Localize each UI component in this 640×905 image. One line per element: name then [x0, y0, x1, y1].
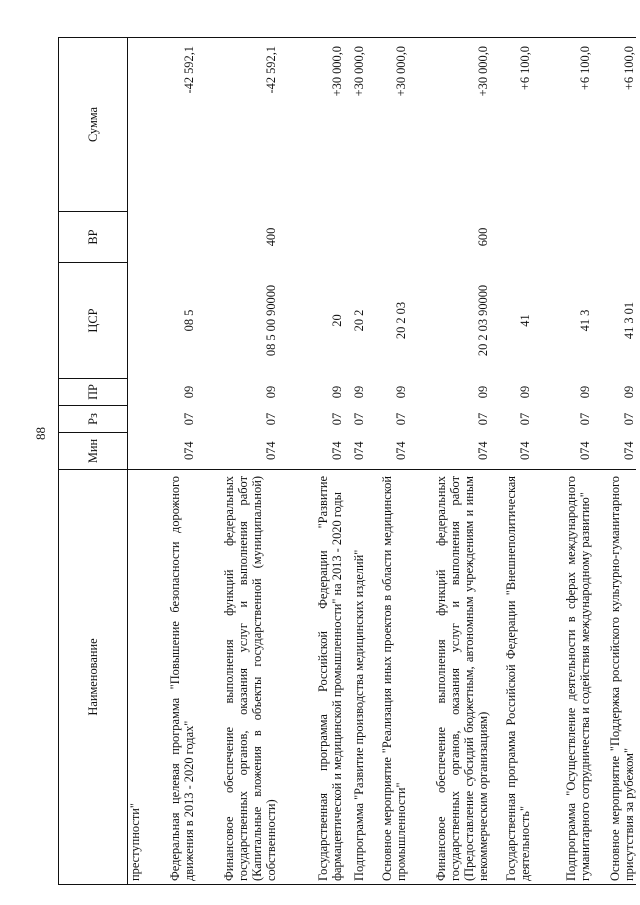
cell-pr: 09	[517, 385, 532, 399]
cell-sum: +30 000,0	[344, 38, 366, 212]
cell-pr: 09	[621, 385, 636, 399]
table-row	[532, 38, 592, 885]
cell-vr: 400	[263, 227, 278, 247]
budget-table-container	[58, 45, 636, 885]
header-min: Мин	[59, 433, 128, 470]
cell-name: Финансовое обеспечение выполнения функций федеральных государственных органов, оказания услуг и выполнения работ (Капитальные вложения в объекты государственной (муниципальной) собственности)	[196, 470, 278, 885]
cell-pr: 09	[263, 385, 278, 399]
cell-vr	[366, 212, 408, 263]
cell-pr: 09	[351, 385, 366, 399]
table-row	[196, 38, 278, 885]
cell-min: 074	[278, 433, 344, 470]
cell-min: 074	[196, 433, 278, 470]
table-row	[366, 38, 408, 885]
cell-rz: 07	[475, 412, 490, 426]
header-rz: Рз	[59, 406, 128, 433]
cell-sum: -42 592,1	[196, 38, 278, 212]
cell-vr	[592, 212, 636, 263]
table-row	[408, 38, 490, 885]
header-vr: ВР	[59, 212, 128, 263]
table-body	[128, 38, 636, 885]
cell-vr	[490, 212, 532, 263]
cell-csr: 20 2 03 90000	[475, 284, 490, 357]
table-row	[490, 38, 532, 885]
cell-rz	[128, 406, 150, 433]
cell-pr: 09	[475, 385, 490, 399]
cell-csr: 41 3 01	[621, 301, 636, 340]
table-row	[344, 38, 366, 885]
cell-rz: 07	[577, 412, 592, 426]
cell-min: 074	[366, 433, 408, 470]
cell-rz: 07	[621, 412, 636, 426]
cell-sum: +30 000,0	[278, 38, 344, 212]
cell-name: преступности"	[128, 470, 150, 885]
header-sum: Сумма	[59, 38, 128, 212]
cell-vr	[150, 212, 196, 263]
cell-csr: 20 2 03	[393, 301, 408, 340]
cell-min: 074	[344, 433, 366, 470]
cell-name: Финансовое обеспечение выполнения функций федеральных государственных органов, оказания услуг и выполнения работ (Предоставление субсидий бюджетным, автономным учреждениям и иным некоммерческим организациям)	[408, 470, 490, 885]
cell-sum	[128, 38, 150, 212]
cell-rz: 07	[181, 412, 196, 426]
table-row	[592, 38, 636, 885]
cell-vr	[278, 212, 344, 263]
cell-csr: 20 2	[351, 309, 366, 332]
cell-rz: 07	[393, 412, 408, 426]
cell-name: Подпрограмма "Осуществление деятельности в сферах международного гуманитарного сотрудничества и содействия международному развитию"	[532, 470, 592, 885]
cell-pr: 09	[393, 385, 408, 399]
cell-name: Основное мероприятие "Поддержка российского культурно-гуманитарного присутствия за рубежом"	[592, 470, 636, 885]
cell-rz: 07	[517, 412, 532, 426]
page-number: 88	[33, 427, 48, 440]
table-header-row	[59, 38, 128, 885]
cell-name: Государственная программа Российской Федерации "Внешнеполитическая деятельность"	[490, 470, 532, 885]
cell-min: 074	[532, 433, 592, 470]
cell-min: 074	[490, 433, 532, 470]
cell-name: Федеральная целевая программа "Повышение безопасности дорожного движения в 2013 - 2020 годах"	[150, 470, 196, 885]
table-row	[128, 38, 150, 885]
budget-table	[58, 37, 636, 885]
cell-sum: +30 000,0	[408, 38, 490, 212]
cell-name: Подпрограмма "Развитие производства медицинских изделий"	[344, 470, 366, 885]
header-name: Наименование	[59, 470, 128, 885]
cell-rz: 07	[329, 412, 344, 426]
cell-csr: 08 5 00 90000	[263, 284, 278, 357]
header-csr: ЦСР	[59, 263, 128, 379]
table-row	[278, 38, 344, 885]
cell-min	[128, 433, 150, 470]
cell-sum: -42 592,1	[150, 38, 196, 212]
cell-min: 074	[592, 433, 636, 470]
cell-csr: 20	[329, 314, 344, 327]
cell-csr: 08 5	[181, 309, 196, 332]
cell-pr	[128, 379, 150, 406]
cell-pr: 09	[181, 385, 196, 399]
cell-vr	[128, 212, 150, 263]
cell-min: 074	[408, 433, 490, 470]
cell-vr	[344, 212, 366, 263]
cell-sum: +6 100,0	[532, 38, 592, 212]
cell-pr: 09	[329, 385, 344, 399]
cell-csr: 41	[517, 314, 532, 327]
cell-min: 074	[150, 433, 196, 470]
cell-csr	[128, 263, 150, 379]
cell-name: Государственная программа Российской Федерации "Развитие фармацевтической и медицинской промышленности" на 2013 - 2020 годы	[278, 470, 344, 885]
cell-sum: +6 100,0	[490, 38, 532, 212]
header-pr: ПР	[59, 379, 128, 406]
cell-rz: 07	[263, 412, 278, 426]
cell-sum: +6 100,0	[592, 38, 636, 212]
cell-pr: 09	[577, 385, 592, 399]
cell-vr	[532, 212, 592, 263]
cell-name: Основное мероприятие "Реализация иных проектов в области медицинской промышленности"	[366, 470, 408, 885]
cell-vr: 600	[475, 227, 490, 247]
cell-rz: 07	[351, 412, 366, 426]
cell-csr: 41 3	[577, 309, 592, 332]
table-row	[150, 38, 196, 885]
cell-sum: +30 000,0	[366, 38, 408, 212]
